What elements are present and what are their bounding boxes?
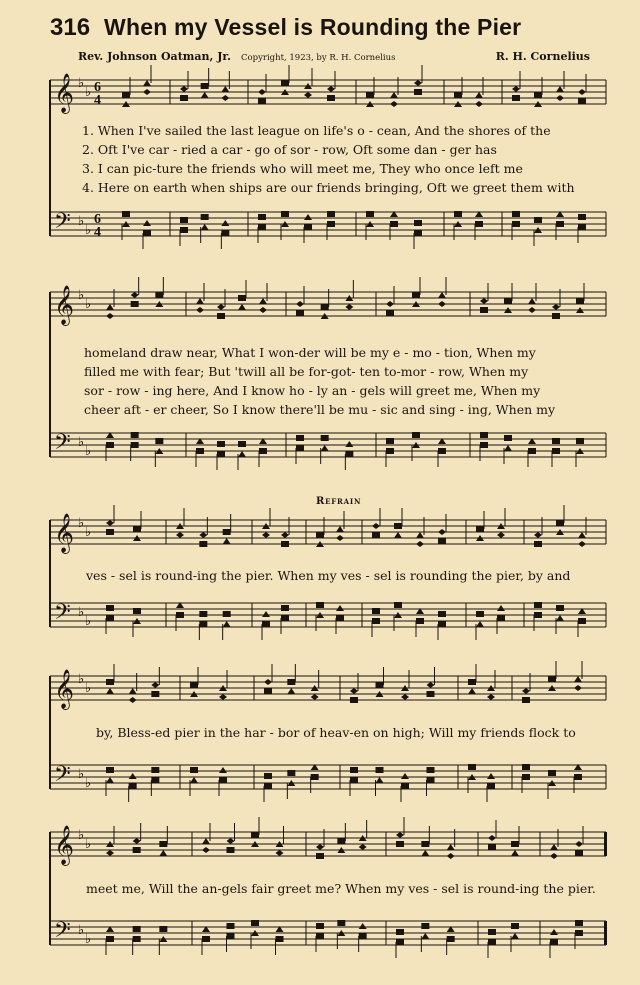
note-head	[133, 847, 141, 853]
flat-sign: ♭	[78, 605, 85, 620]
bass-clef: 𝄢	[54, 209, 71, 239]
note-head	[488, 835, 496, 841]
note-head	[316, 844, 324, 850]
hymn-title: When my Vessel is Rounding the Pier	[104, 14, 522, 40]
note-head	[575, 841, 583, 847]
treble-clef: 𝄞	[54, 825, 75, 865]
note-head	[316, 923, 324, 929]
lyric-line: 1. When I've sailed the last league on life's o - cean, And the shores of the	[82, 123, 551, 138]
note-head	[488, 844, 496, 850]
note-head	[227, 933, 235, 939]
note-head	[337, 838, 345, 844]
note-head	[337, 920, 345, 926]
composer: R. H. Cornelius	[495, 50, 590, 63]
note-head	[359, 844, 367, 850]
flat-sign: ♭	[85, 444, 92, 459]
flat-sign: ♭	[85, 614, 92, 629]
note-head	[227, 838, 235, 844]
note-head	[159, 926, 167, 932]
flat-sign: ♭	[85, 932, 92, 947]
lyric-line: 4. Here on earth when ships are our friends bringing, Oft we greet them with	[82, 180, 575, 195]
flat-sign: ♭	[78, 214, 85, 229]
note-head	[511, 850, 519, 856]
note-head	[447, 844, 455, 850]
note-head	[421, 841, 429, 847]
note-head	[106, 850, 114, 856]
time-signature: 6	[94, 80, 101, 95]
note-head	[202, 847, 210, 853]
treble-clef: 𝄞	[54, 73, 75, 113]
note-head	[251, 920, 259, 926]
lyric-line: meet me, Will the an-gels fair greet me? When my ves - sel is round-ing the pier.	[86, 881, 596, 896]
flat-sign: ♭	[85, 223, 92, 238]
note-head	[276, 936, 284, 942]
note-head	[159, 841, 167, 847]
time-signature: 4	[94, 93, 101, 108]
note-head	[447, 936, 455, 942]
note-head	[251, 832, 259, 838]
note-head	[396, 939, 404, 945]
treble-clef: 𝄞	[54, 669, 75, 709]
time-signature: 6	[94, 212, 101, 227]
final-bar	[604, 832, 607, 856]
flat-sign: ♭	[78, 516, 85, 531]
note-head	[488, 929, 496, 935]
lyric-line: filled me with fear; But 'twill all be for-got- ten to-mor - row, When my	[84, 364, 529, 379]
note-head	[316, 853, 324, 859]
note-head	[202, 936, 210, 942]
flat-sign: ♭	[85, 297, 92, 312]
flat-sign: ♭	[78, 288, 85, 303]
lyric-line: 3. I can pic-ture the friends who will meet me, They who once left me	[82, 161, 523, 176]
lyric-line: homeland draw near, What I won-der will be my e - mo - tion, When my	[84, 345, 536, 360]
bass-clef: 𝄢	[54, 600, 71, 630]
note-head	[421, 923, 429, 929]
note-head	[359, 933, 367, 939]
note-head	[488, 939, 496, 945]
flat-sign: ♭	[78, 828, 85, 843]
note-head	[276, 850, 284, 856]
note-head	[550, 844, 558, 850]
final-bar	[604, 921, 607, 945]
flat-sign: ♭	[85, 525, 92, 540]
bass-clef: 𝄢	[54, 762, 71, 792]
note-head	[159, 850, 167, 856]
note-head	[227, 923, 235, 929]
flat-sign: ♭	[78, 672, 85, 687]
bass-clef: 𝄢	[54, 918, 71, 948]
note-head	[575, 850, 583, 856]
time-signature: 4	[94, 225, 101, 240]
flat-sign: ♭	[78, 435, 85, 450]
note-head	[447, 853, 455, 859]
note-head	[133, 838, 141, 844]
flat-sign: ♭	[85, 85, 92, 100]
note-head	[575, 920, 583, 926]
note-head	[359, 923, 367, 929]
note-head	[511, 923, 519, 929]
treble-clef: 𝄞	[54, 285, 75, 325]
bass-clef: 𝄢	[54, 430, 71, 460]
note-head	[316, 933, 324, 939]
refrain-label: Refrain	[316, 496, 362, 507]
copyright: Copyright, 1923, by R. H. Cornelius	[241, 53, 396, 63]
note-head	[421, 933, 429, 939]
flat-sign: ♭	[85, 776, 92, 791]
note-head	[133, 936, 141, 942]
flat-sign: ♭	[85, 681, 92, 696]
note-head	[575, 930, 583, 936]
note-head	[202, 838, 210, 844]
lyric-line: 2. Oft I've car - ried a car - go of sor - row, Oft some dan - ger has	[82, 142, 497, 157]
lyric-line: ves - sel is round-ing the pier. When my ves - sel is rounding the pier, by and	[86, 568, 571, 583]
note-head	[396, 841, 404, 847]
flat-sign: ♭	[78, 923, 85, 938]
flat-sign: ♭	[85, 837, 92, 852]
note-head	[106, 936, 114, 942]
note-head	[550, 853, 558, 859]
flat-sign: ♭	[78, 76, 85, 91]
hymn-number: 316	[50, 14, 91, 41]
note-head	[396, 929, 404, 935]
note-head	[550, 929, 558, 935]
note-head	[421, 850, 429, 856]
lyric-line: cheer aft - er cheer, So I know there'll be mu - sic and sing - ing, When my	[84, 402, 556, 417]
note-head	[511, 841, 519, 847]
treble-clef: 𝄞	[54, 513, 75, 553]
lyric-line: by, Bless-ed pier in the har - bor of heav-en on high; Will my friends flock to	[96, 725, 576, 740]
note-head	[227, 847, 235, 853]
flat-sign: ♭	[78, 767, 85, 782]
note-head	[396, 832, 404, 838]
note-head	[133, 926, 141, 932]
author: Rev. Johnson Oatman, Jr.	[78, 50, 232, 63]
note-head	[511, 933, 519, 939]
lyric-line: sor - row - ing here, And I know ho - ly an - gels will greet me, When my	[84, 383, 541, 398]
note-head	[550, 939, 558, 945]
